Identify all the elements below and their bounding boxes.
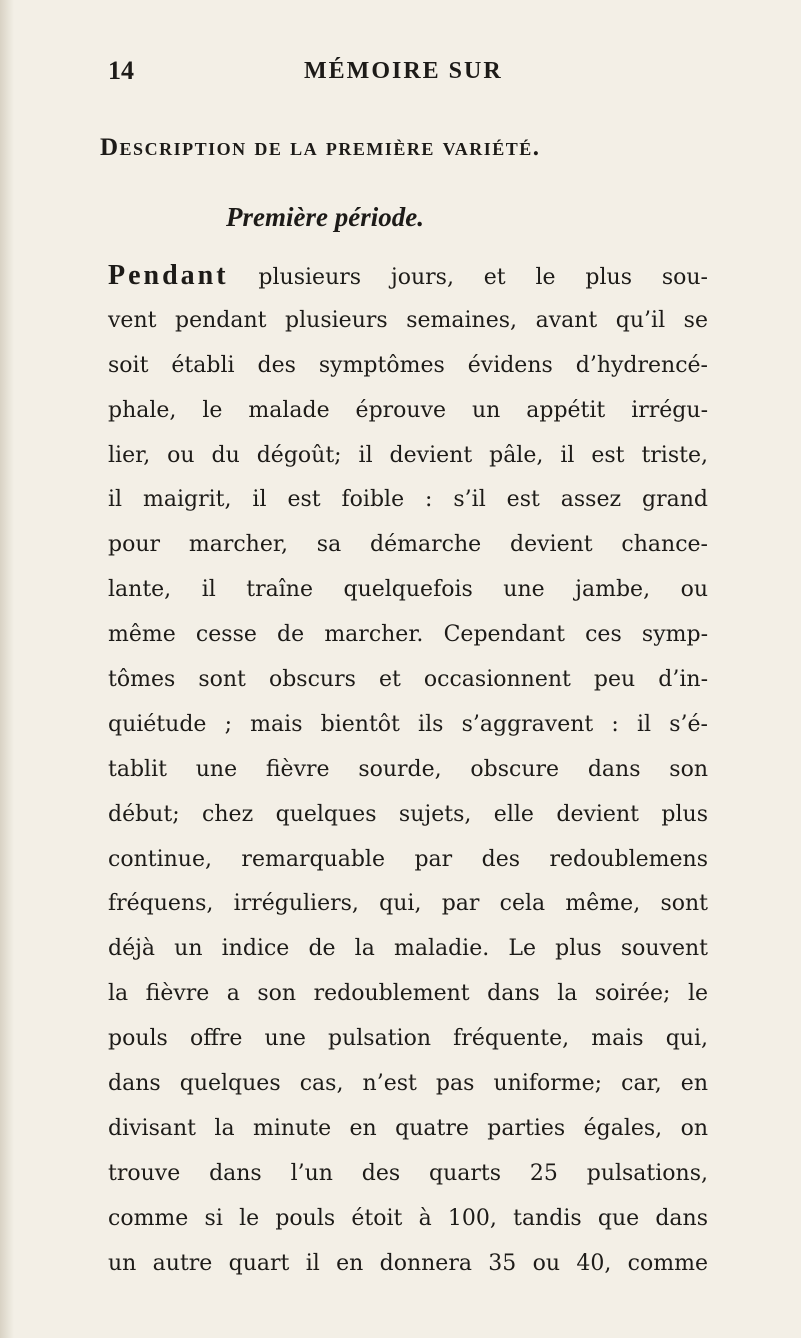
text-line: déjà un indice de la maladie. Le plus souvent <box>108 936 708 962</box>
text-line <box>108 254 708 299</box>
text-line: continue, remarquable par des redoublemens <box>108 846 708 872</box>
section-title: Description de la première variété. <box>100 134 541 161</box>
body-paragraph <box>108 254 708 1286</box>
text-line: comme si le pouls étoit à 100, tandis que dans <box>108 1205 708 1231</box>
text-line-rest: plusieurs jours, et le plus sou- <box>228 265 708 290</box>
page-gutter-shadow <box>0 0 14 1338</box>
text-line: un autre quart il en donnera 35 ou 40, comme <box>108 1250 708 1276</box>
text-line: divisant la minute en quatre parties égales, on <box>108 1115 708 1141</box>
text-line: phale, le malade éprouve un appétit irrégu- <box>108 397 708 423</box>
page-number: 14 <box>108 56 134 85</box>
text-line: fréquens, irréguliers, qui, par cela même, sont <box>108 891 708 917</box>
text-line: la fièvre a son redoublement dans la soirée; le <box>108 981 708 1007</box>
text-line: lante, il traîne quelquefois une jambe, ou <box>108 577 708 603</box>
text-line: soit établi des symptômes évidens d’hydrencé- <box>108 352 708 378</box>
text-line: pour marcher, sa démarche devient chance- <box>108 532 708 558</box>
page-header <box>108 56 708 92</box>
text-line: tablit une fièvre sourde, obscure dans son <box>108 756 708 782</box>
running-head: MÉMOIRE SUR <box>304 58 503 84</box>
text-line: vent pendant plusieurs semaines, avant qu’il se <box>108 307 708 333</box>
text-line: début; chez quelques sujets, elle devient plus <box>108 801 708 827</box>
text-line: tômes sont obscurs et occasionnent peu d’in- <box>108 667 708 693</box>
text-line: dans quelques cas, n’est pas uniforme; car, en <box>108 1071 708 1097</box>
text-line: pouls offre une pulsation fréquente, mais qui, <box>108 1026 708 1052</box>
lead-word: Pendant <box>108 260 229 291</box>
text-line: même cesse de marcher. Cependant ces symp- <box>108 622 708 648</box>
text-line: trouve dans l’un des quarts 25 pulsations, <box>108 1160 708 1186</box>
text-line: quiétude ; mais bientôt ils s’aggravent : il s’é- <box>108 711 708 737</box>
subtitle: Première période. <box>226 202 424 232</box>
text-line: il maigrit, il est foible : s’il est assez grand <box>108 487 708 513</box>
text-line: lier, ou du dégoût; il devient pâle, il est triste, <box>108 442 708 468</box>
